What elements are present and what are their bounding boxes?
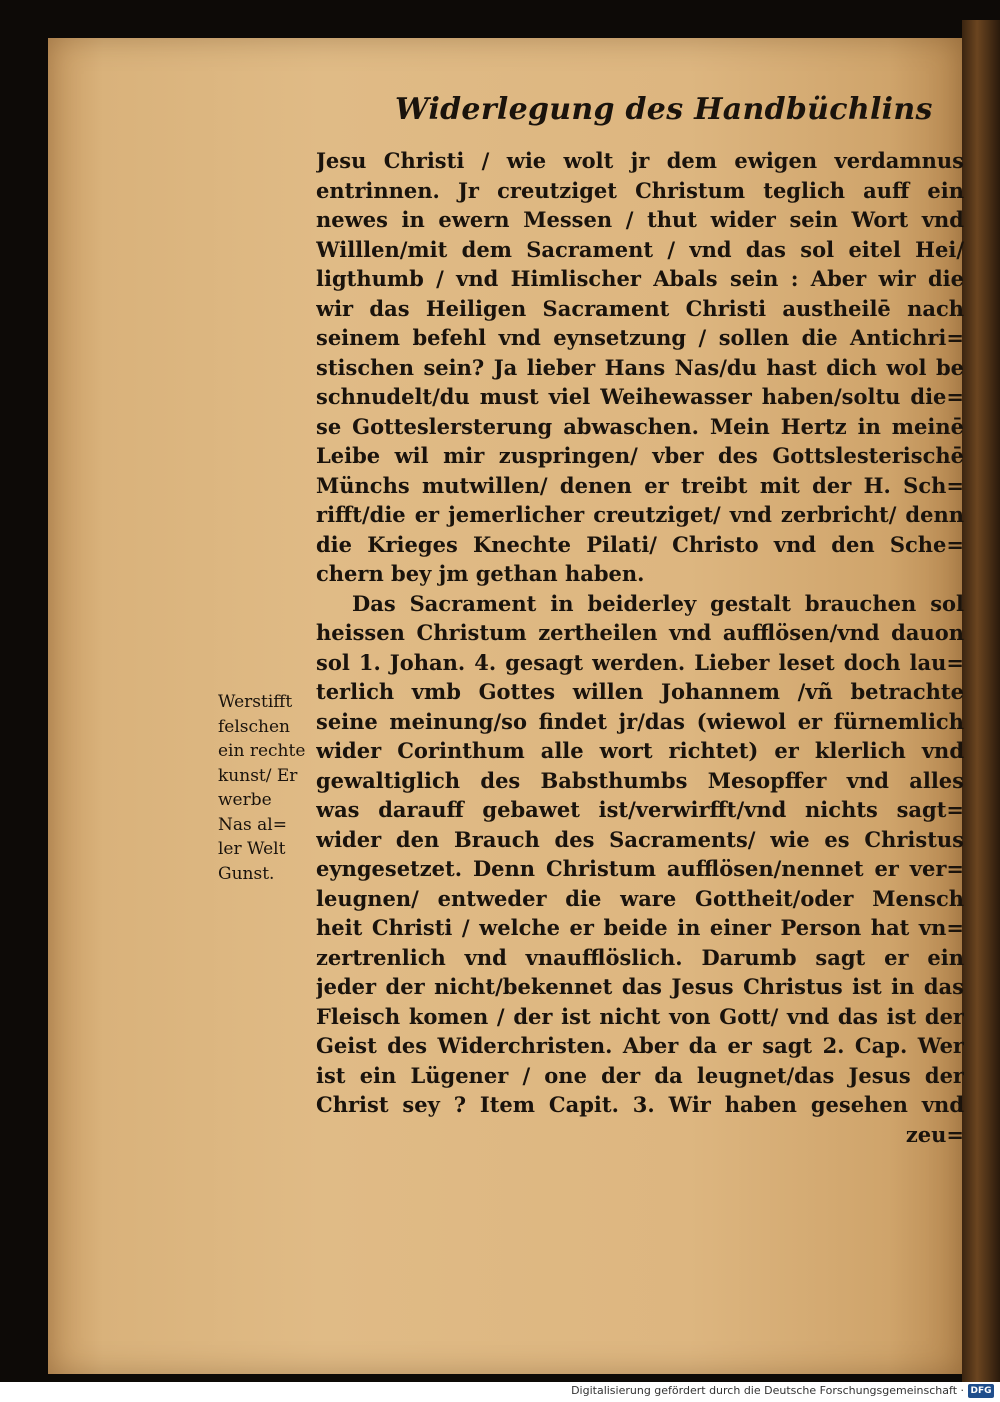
text-line: gewaltiglich des Babsthumbs Mesopffer vnd alles xyxy=(316,767,964,793)
text-line: wir das Heiligen Sacrament Christi austheilē nach xyxy=(316,295,964,321)
text-line: Geist des Widerchristen. Aber da er sagt 2. Cap. Wer xyxy=(316,1033,964,1058)
footer-bar xyxy=(0,1382,1000,1402)
marginal-note-line: Werstifft xyxy=(218,692,293,712)
text-line: ist ein Lügener / one der da leugnet/das Jesus der xyxy=(316,1062,964,1088)
text-line: stischen sein? Ja lieber Hans Nas/du hast dich wol be xyxy=(316,354,964,380)
marginal-note-line: felschen xyxy=(218,716,290,737)
text-line: heissen Christum zertheilen vnd aufflösen/vnd dauon xyxy=(316,620,964,645)
text-line: Jesu Christi / wie wolt jr dem ewigen verdamnus xyxy=(316,148,964,173)
marginal-note-line: Nas al= xyxy=(218,814,287,835)
text-line: wider Corinthum alle wort richtet) er klerlich vnd xyxy=(316,738,964,763)
marginal-note xyxy=(218,690,328,886)
text-line: jeder der nicht/bekennet das Jesus Christus ist in das xyxy=(316,974,964,999)
marginal-note-line: ein rechte xyxy=(218,741,306,761)
text-line: Leibe wil mir zuspringen/ vber des Gottslesterischē xyxy=(316,443,964,468)
text-line: ligthumb / vnd Himlischer Abals sein : Aber wir die xyxy=(316,266,964,291)
text-line: Willlen/mit dem Sacrament / vnd das sol eitel Hei/ xyxy=(316,236,964,262)
text-line: se Gotteslersterung abwaschen. Mein Hertz in meinē xyxy=(316,413,964,439)
funding-credit: Digitalisierung gefördert durch die Deutsche Forschungsgemeinschaft · xyxy=(571,1384,964,1397)
text-line: Münchs mutwillen/ denen er treibt mit der H. Sch= xyxy=(316,472,964,498)
text-line: was darauff gebawet ist/verwirfft/vnd nichts sagt= xyxy=(316,797,964,822)
marginal-note-line: kunst/ Er xyxy=(218,765,298,786)
dfg-logo-icon: DFG xyxy=(968,1384,994,1398)
text-line: leugnen/ entweder die ware Gottheit/oder Mensch xyxy=(316,885,964,911)
text-line: rifft/die er jemerlicher creutziget/ vnd zerbricht/ denn xyxy=(316,502,964,527)
text-line: schnudelt/du must viel Weihewasser haben/soltu die= xyxy=(316,384,964,409)
text-line: seine meinung/so findet jr/das (wiewol er fürnemlich xyxy=(316,708,964,734)
text-line: sol 1. Johan. 4. gesagt werden. Lieber leset doch lau= xyxy=(316,649,964,675)
text-line: Fleisch komen / der ist nicht von Gott/ vnd das ist der xyxy=(316,1003,964,1029)
text-line: newes in ewern Messen / thut wider sein Wort vnd xyxy=(316,207,964,232)
text-line: wider den Brauch des Sacraments/ wie es Christus xyxy=(316,826,964,852)
text-line: Das Sacrament in beiderley gestalt brauchen sol xyxy=(352,590,964,616)
catchword: zeu= xyxy=(905,1121,964,1147)
marginal-note-line: ler Welt xyxy=(218,839,286,859)
text-line: Christ sey ? Item Capit. 3. Wir haben gesehen vnd xyxy=(316,1092,964,1117)
text-line: eyngesetzet. Denn Christum aufflösen/nennet er ver= xyxy=(316,856,964,881)
text-line: chern bey jm gethan haben. xyxy=(316,561,645,586)
text-line: heit Christi / welche er beide in einer Person hat vn= xyxy=(316,915,964,940)
running-head: Widerlegung des Handbüchlins xyxy=(395,92,933,127)
marginal-note-line: werbe xyxy=(218,790,272,810)
marginal-note-line: Gunst. xyxy=(218,863,275,884)
main-text-block xyxy=(316,146,964,1149)
text-line: terlich vmb Gottes willen Johannem /vñ betrachte xyxy=(316,679,964,704)
text-line: die Krieges Knechte Pilati/ Christo vnd den Sche= xyxy=(316,531,964,557)
text-line: entrinnen. Jr creutziget Christum teglich auff ein xyxy=(316,177,964,203)
book-spine xyxy=(962,20,1000,1382)
text-line: zertrenlich vnd vnaufflöslich. Darumb sagt er ein xyxy=(316,944,964,970)
text-line: seinem befehl vnd eynsetzung / sollen die Antichri= xyxy=(316,325,964,350)
